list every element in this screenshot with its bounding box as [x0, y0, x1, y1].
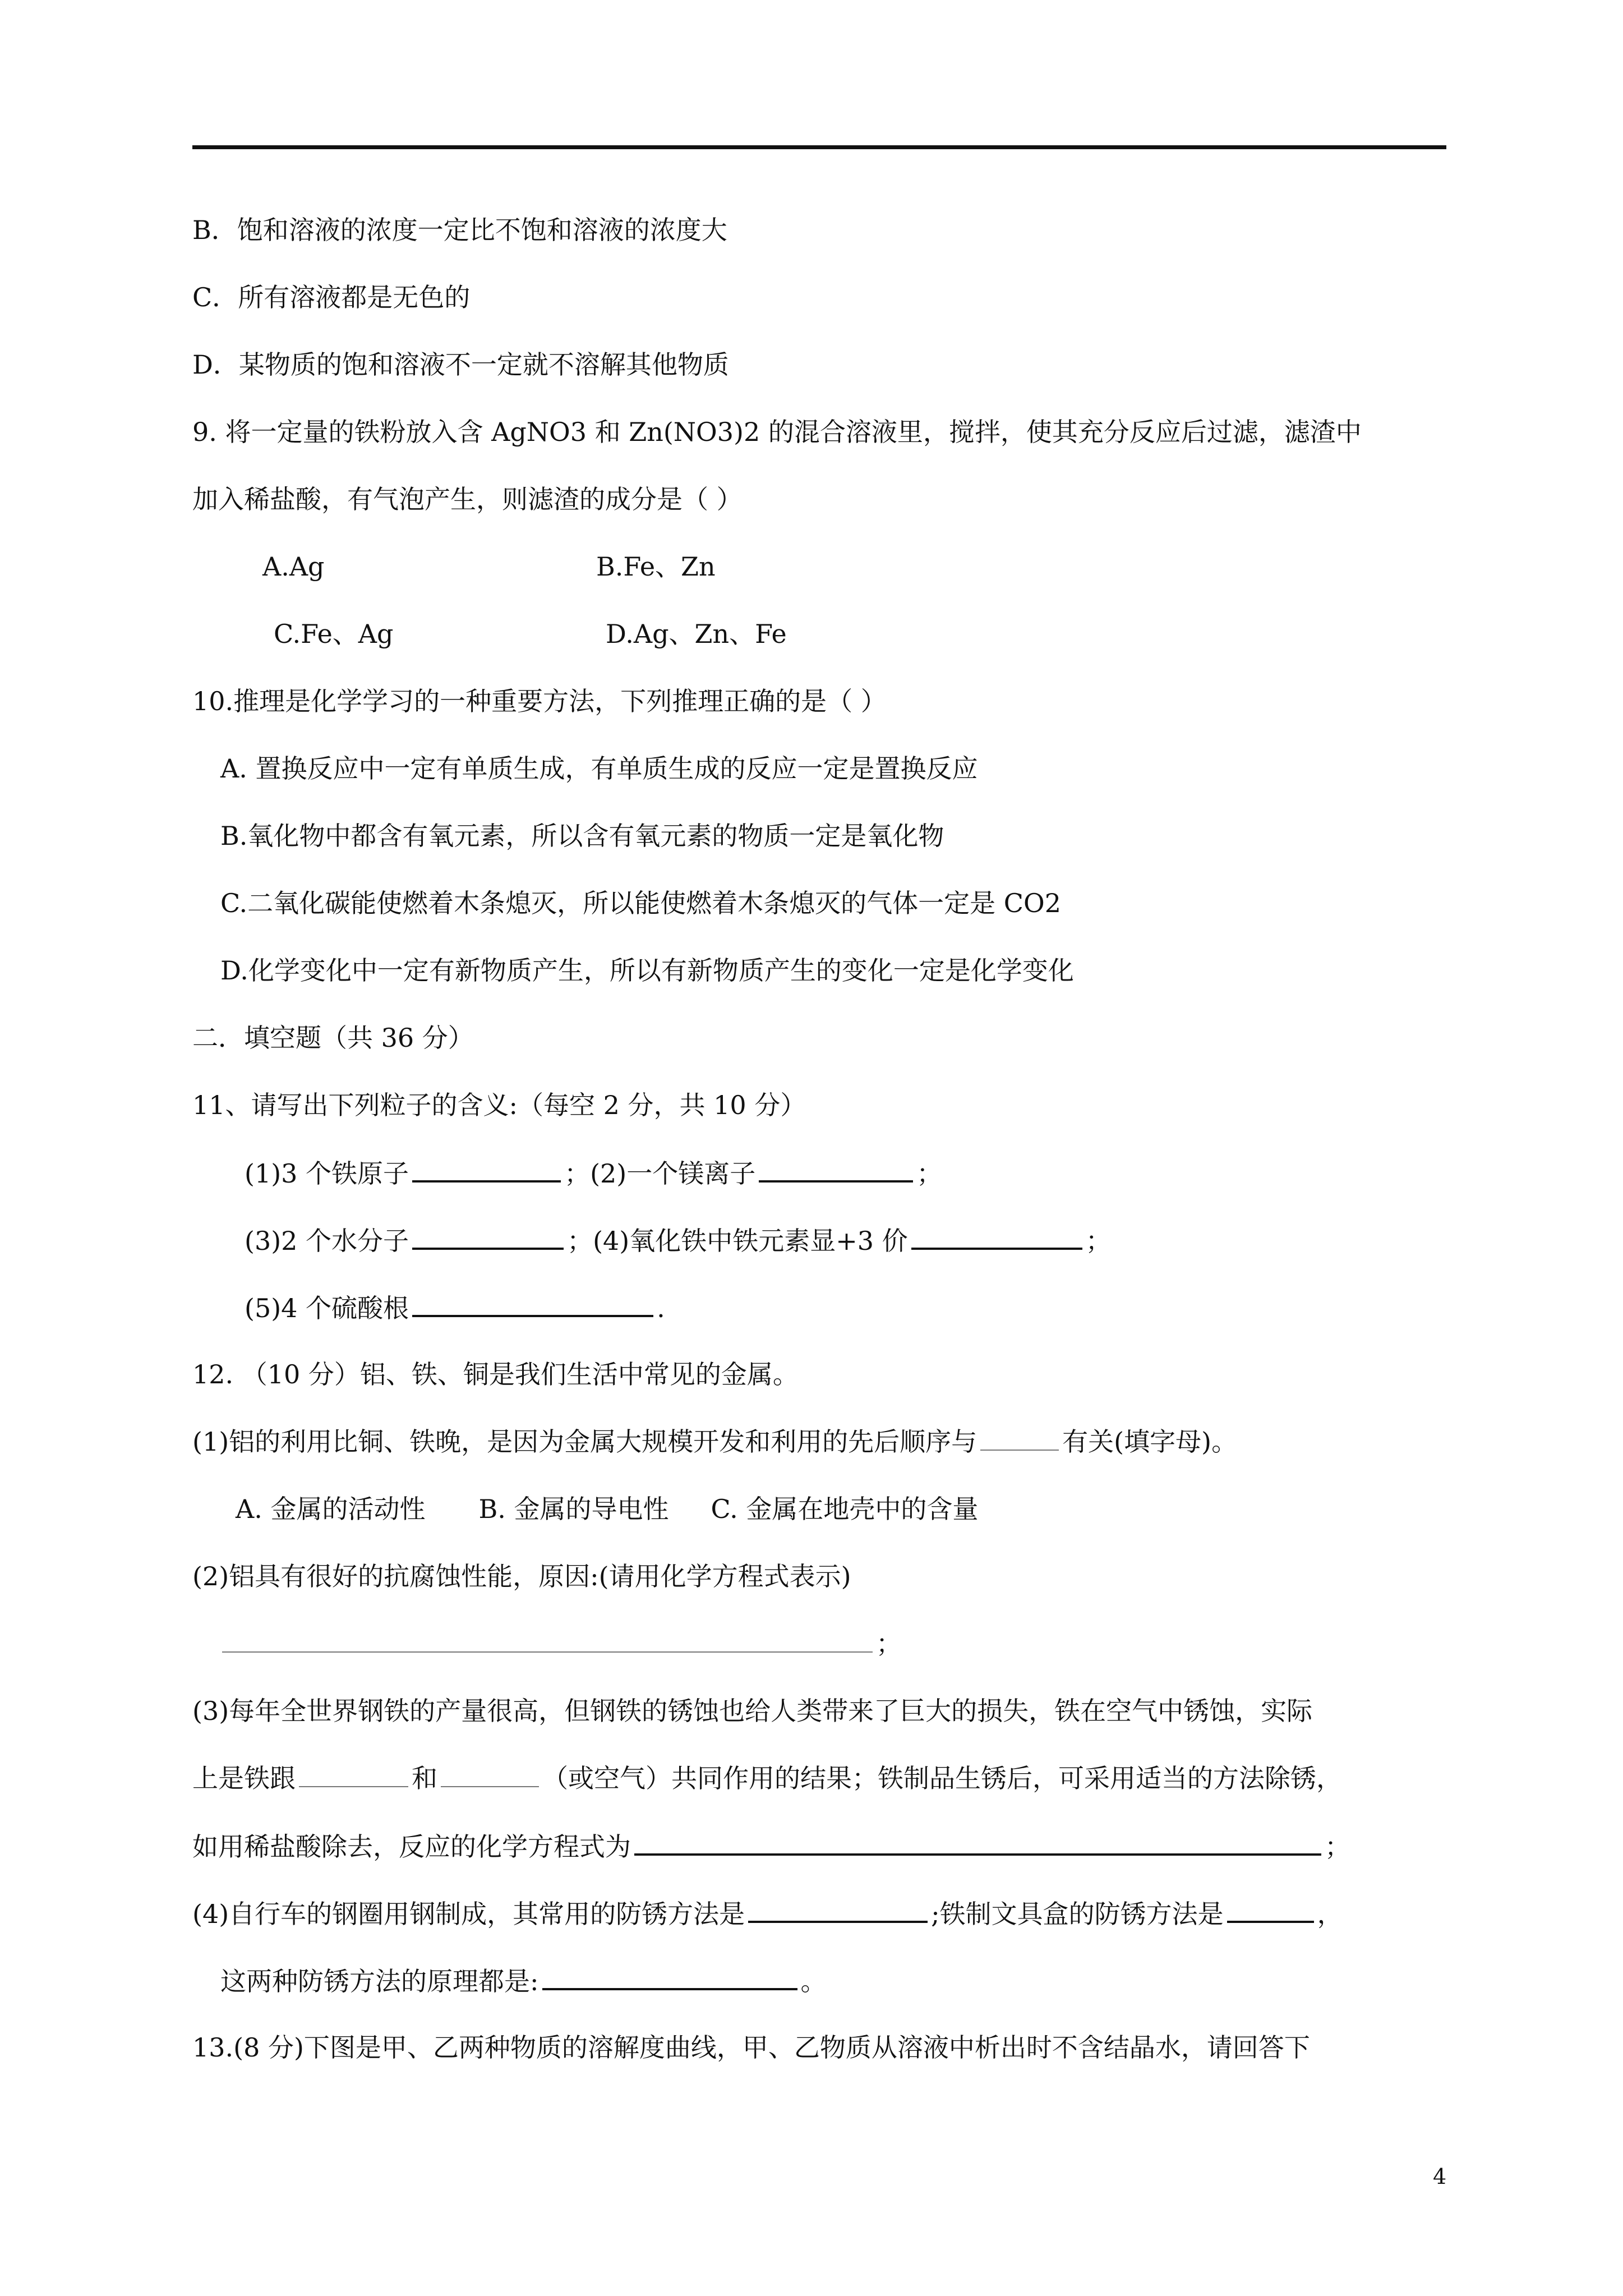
q12-part2-end: ；: [876, 1628, 902, 1659]
q12-part1: [192, 1425, 1237, 1458]
q11-item1-blank[interactable]: [412, 1156, 561, 1182]
q11-item4-blank[interactable]: [911, 1223, 1082, 1250]
q9-stem-line2: 加入稀盐酸，有气泡产生，则滤渣的成分是（ ）: [192, 484, 743, 514]
q11-separator: ；: [564, 1158, 591, 1189]
q11-item1-label: (1)3 个铁原子: [245, 1158, 409, 1189]
q11-row3: [245, 1290, 665, 1325]
q12-part2: (2)铝具有很好的抗腐蚀性能，原因:(请用化学方程式表示): [192, 1561, 851, 1591]
q12-option-b: B. 金属的导电性: [478, 1494, 669, 1524]
q11-item3-blank[interactable]: [412, 1223, 564, 1250]
q12-part4-text-b: ;铁制文具盒的防锈方法是: [931, 1899, 1224, 1929]
q10-option-d: D.化学变化中一定有新物质产生，所以有新物质产生的变化一定是化学变化: [220, 955, 1074, 986]
q12-part3-text-d: 如用稀盐酸除去，反应的化学方程式为: [192, 1832, 631, 1862]
q12-part4-line2: [220, 1963, 827, 1998]
q12-stem: 12. （10 分）铝、铁、铜是我们生活中常见的金属。: [192, 1359, 799, 1389]
q12-part3-end: ；: [1325, 1832, 1350, 1862]
q8-option-b: B．饱和溶液的浓度一定比不饱和溶液的浓度大: [192, 215, 727, 245]
q12-part3-text-b: 和: [412, 1763, 437, 1793]
q11-row1: [245, 1156, 942, 1190]
q12-part3-equation-blank[interactable]: [634, 1829, 1321, 1856]
q9-stem-line1: 9. 将一定量的铁粉放入含 AgNO3 和 Zn(NO3)2 的混合溶液里，搅拌，使其充分反应后过滤，滤渣中: [192, 417, 1362, 447]
q13-stem: 13.(8 分)下图是甲、乙两种物质的溶解度曲线，甲、乙物质从溶液中析出时不含结晶水，请回答下: [192, 2032, 1310, 2063]
q12-part3-blank2[interactable]: [441, 1761, 539, 1787]
q12-part4-text-d: 这两种防锈方法的原理都是:: [220, 1966, 539, 1996]
q12-option-c: C. 金属在地壳中的含量: [711, 1494, 979, 1524]
q12-option-a: A. 金属的活动性: [236, 1494, 426, 1524]
q11-item4-label: (4)氧化铁中铁元素显+3 价: [593, 1226, 908, 1256]
q9-option-a: A.Ag: [262, 551, 325, 582]
q12-part1-blank[interactable]: [980, 1425, 1059, 1451]
q10-option-c: C.二氧化碳能使燃着木条熄灭，所以能使燃着木条熄灭的气体一定是 CO2: [220, 888, 1061, 918]
q9-option-c: C.Fe、Ag: [274, 619, 394, 649]
q11-row2: [245, 1223, 1112, 1258]
q12-part2-answer: [222, 1627, 902, 1660]
q11-separator: ；: [567, 1226, 593, 1256]
q12-part3-text-c: （或空气）共同作用的结果；铁制品生锈后，可采用适当的方法除锈，: [542, 1763, 1342, 1793]
q12-part4-line1: [192, 1896, 1343, 1931]
q10-option-a: A. 置换反应中一定有单质生成，有单质生成的反应一定是置换反应: [220, 753, 978, 784]
q8-option-d: D．某物质的饱和溶液不一定就不溶解其他物质: [192, 349, 729, 380]
q10-stem: 10.推理是化学学习的一种重要方法，下列推理正确的是（ ）: [192, 686, 887, 716]
q12-part4-blank3[interactable]: [542, 1963, 797, 1990]
q11-item5-end: .: [657, 1293, 665, 1323]
q12-part3-text-a: 上是铁跟: [192, 1763, 296, 1793]
q12-part2-blank[interactable]: [222, 1627, 873, 1653]
q12-part3-line2: [192, 1761, 1342, 1795]
q11-item4-end: ；: [1085, 1226, 1112, 1256]
page-number: 4: [1433, 2164, 1447, 2189]
q10-option-b: B.氧化物中都含有氧元素，所以含有氧元素的物质一定是氧化物: [220, 821, 944, 851]
q11-item2-label: (2)一个镁离子: [590, 1158, 756, 1189]
header-rule: [192, 145, 1446, 149]
q11-item2-end: ；: [916, 1158, 943, 1189]
q12-part3-line3: [192, 1829, 1350, 1864]
q12-part3-blank1[interactable]: [299, 1761, 408, 1787]
q11-item5-blank[interactable]: [412, 1290, 653, 1317]
q12-part4-blank1[interactable]: [748, 1896, 928, 1923]
q11-item5-label: (5)4 个硫酸根: [245, 1293, 409, 1323]
q8-option-c: C．所有溶液都是无色的: [192, 282, 471, 312]
q12-part4-text-a: (4)自行车的钢圈用钢制成，其常用的防锈方法是: [192, 1899, 745, 1929]
q12-part1-options: [236, 1492, 978, 1526]
q11-item3-label: (3)2 个水分子: [245, 1226, 409, 1256]
q12-part3-line1: (3)每年全世界钢铁的产量很高，但钢铁的锈蚀也给人类带来了巨大的损失，铁在空气中锈蚀，实际: [192, 1696, 1313, 1726]
q9-option-d: D.Ag、Zn、Fe: [606, 619, 787, 649]
section-heading: 二．填空题（共 36 分）: [192, 1023, 474, 1053]
q12-part1-after: 有关(填字母)。: [1062, 1427, 1238, 1457]
q11-stem: 11、请写出下列粒子的含义:（每空 2 分，共 10 分）: [192, 1090, 806, 1120]
q12-part4-end: 。: [800, 1966, 827, 1996]
q11-item2-blank[interactable]: [759, 1156, 913, 1182]
q9-option-b: B.Fe、Zn: [596, 551, 716, 582]
q12-part4-blank2[interactable]: [1227, 1896, 1314, 1923]
q12-part1-text: (1)铝的利用比铜、铁晚，是因为金属大规模开发和利用的先后顺序与: [192, 1427, 978, 1457]
q12-part4-text-c: ，: [1317, 1899, 1343, 1929]
